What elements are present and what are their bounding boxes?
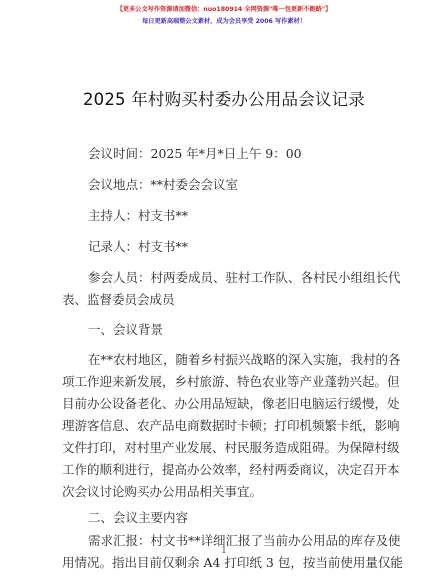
meeting-time: 会议时间：2025 年*月*日上午 9：00 [88,146,302,161]
paragraph-line: 次会议讨论购买办公用品相关事宜。 [62,484,263,499]
section-heading-content: 二、会议主要内容 [88,510,189,525]
section-heading-background: 一、会议背景 [88,322,164,337]
paragraph-line: 工作的顺利进行，提高办公效率，经村两委商议，决定召开本 [62,462,400,477]
promo-banner-line-1: 【更多公文写作资源请加微信：nuo180914 全网资源"唯一包更新不跑路"】 [116,6,332,13]
meeting-place: 会议地点：**村委会会议室 [88,177,239,192]
promo-banner-line-2: 每日更新高端整公文素材，成为会员享受 2006 写作素材！ [142,18,306,25]
meeting-recorder: 记录人：村支书** [88,239,189,254]
paragraph-line: 理游客信息、农产品电商数据时卡顿；打印机频繁卡纸，影响 [62,418,400,433]
paragraph-line: 文件打印，对村里产业发展、村民服务造成阻碍。为保障村级 [62,440,400,455]
paragraph-line: 在**农村地区，随着乡村振兴战略的深入实施，我村的各 [88,352,401,367]
paragraph-line: 需求汇报：村文书**详细汇报了当前办公用品的库存及使 [88,533,401,548]
meeting-host: 主持人：村支书** [88,208,189,223]
attendees-line: 参会人员：村两委成员、驻村工作队、各村民小组组长代 [88,270,401,285]
paragraph-line: 目前办公设备老化、办公用品短缺，像老旧电脑运行缓慢，处 [62,396,400,411]
paragraph-line: 用情况。指出目前仅剩余 A4 打印纸 3 包，按当前使用量仅能 [62,555,403,570]
document-title: 2025 年村购买村委办公用品会议记录 [82,90,366,109]
attendees-line: 表、监督委员会成员 [62,292,175,307]
promo-banner [0,4,448,28]
page-number: 1 [221,546,227,556]
paragraph-line: 项工作迎来新发展，乡村旅游、特色农业等产业蓬勃兴起。但 [62,374,400,389]
